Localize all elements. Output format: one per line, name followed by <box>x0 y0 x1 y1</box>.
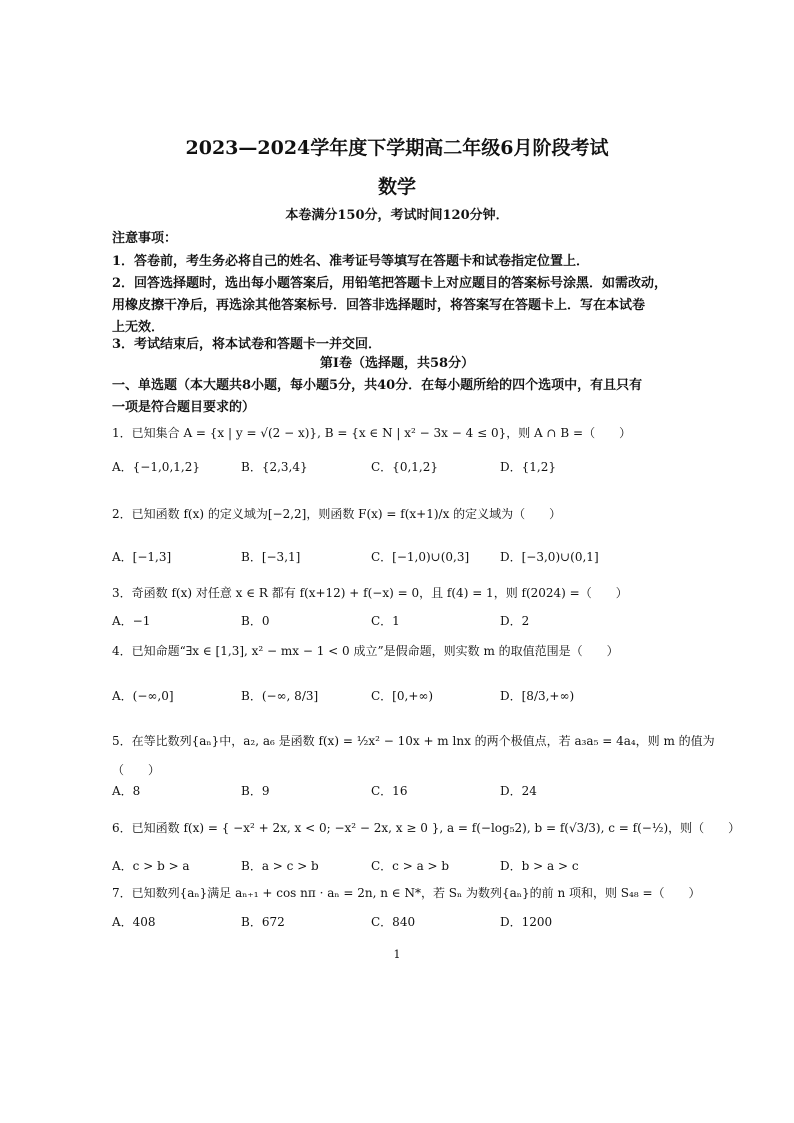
question-6-option-a: A．c > b > a <box>112 859 190 873</box>
question-5-option-d: D．24 <box>500 784 537 798</box>
question-6-stem: 6．已知函数 f(x) = { −x² + 2x, x < 0; −x² − 2x, x ≥ 0 }, a = f(−log₅2), b = f(√3/3), c = f(−½)，则（ ） <box>112 821 741 835</box>
question-4-option-d: D．[8/3,+∞) <box>500 689 575 703</box>
question-4-option-b: B．(−∞, 8/3] <box>241 689 319 703</box>
notes-heading: 注意事项： <box>112 231 178 246</box>
question-3-option-d: D．2 <box>500 614 530 628</box>
note-line-2a: 2．回答选择题时，选出每小题答案后，用铅笔把答题卡上对应题目的答案标号涂黑．如需改动， <box>112 276 668 291</box>
subject-title: 数学 <box>377 176 416 198</box>
question-5-stem-bracket: （ ） <box>112 763 161 777</box>
exam-info: 本卷满分150分，考试时间120分钟． <box>285 208 509 223</box>
question-5-stem: 5．在等比数列{aₙ}中，a₂, a₆ 是函数 f(x) = ½x² − 10x + m lnx 的两个极值点，若 a₃a₅ = 4a₄，则 m 的值为 <box>112 734 715 748</box>
question-4-option-a: A．(−∞,0] <box>112 689 174 703</box>
exam-title: 2023—2024学年度下学期高二年级6月阶段考试 <box>185 137 609 159</box>
question-3-option-b: B．0 <box>241 614 270 628</box>
question-1-option-b: B．{2,3,4} <box>241 460 308 474</box>
question-3-option-c: C．1 <box>371 614 400 628</box>
question-2-option-c: C．[−1,0)∪(0,3] <box>371 550 470 564</box>
question-6-option-c: C．c > a > b <box>371 859 450 873</box>
question-6-option-b: B．a > c > b <box>241 859 319 873</box>
question-5-option-a: A．8 <box>112 784 141 798</box>
question-5-option-b: B．9 <box>241 784 270 798</box>
question-1-option-d: D．{1,2} <box>500 460 556 474</box>
question-7-stem: 7．已知数列{aₙ}满足 aₙ₊₁ + cos nπ · aₙ = 2n, n ∈ N*，若 Sₙ 为数列{aₙ}的前 n 项和，则 S₄₈ =（ ） <box>112 886 701 900</box>
note-line-2b: 用橡皮擦干净后，再选涂其他答案标号．回答非选择题时，将答案写在答题卡上．写在本试卷 <box>112 298 646 313</box>
question-4-stem: 4．已知命题“∃x ∈ [1,3], x² − mx − 1 < 0 成立”是假命题，则实数 m 的取值范围是（ ） <box>112 644 619 658</box>
question-3-option-a: A．−1 <box>112 614 151 628</box>
section-heading-line2: 一项是符合题目要求的） <box>112 400 256 415</box>
question-7-option-a: A．408 <box>112 915 156 929</box>
note-line-1: 1．答卷前，考生务必将自己的姓名、准考证号等填写在答题卡和试卷指定位置上． <box>112 254 590 269</box>
question-4-option-c: C．[0,+∞) <box>371 689 434 703</box>
question-7-option-d: D．1200 <box>500 915 553 929</box>
question-1-option-c: C．{0,1,2} <box>371 460 438 474</box>
question-7-option-b: B．672 <box>241 915 285 929</box>
note-line-2c: 上无效． <box>112 320 165 335</box>
question-1-stem: 1．已知集合 A = {x | y = √(2 − x)}, B = {x ∈ N | x² − 3x − 4 ≤ 0}，则 A ∩ B =（ ） <box>112 426 632 440</box>
question-5-option-c: C．16 <box>371 784 408 798</box>
question-2-stem: 2．已知函数 f(x) 的定义域为[−2,2]，则函数 F(x) = f(x+1)/x 的定义域为（ ） <box>112 507 562 521</box>
question-2-option-a: A．[−1,3] <box>112 550 172 564</box>
question-6-option-d: D．b > a > c <box>500 859 579 873</box>
question-2-option-d: D．[−3,0)∪(0,1] <box>500 550 599 564</box>
question-7-option-c: C．840 <box>371 915 416 929</box>
page-number: 1 <box>393 948 401 961</box>
section-heading-line1: 一、单选题（本大题共8小题，每小题5分，共40分．在每小题所给的四个选项中，有且只有 <box>112 378 643 393</box>
part-heading: 第Ⅰ卷（选择题，共58分） <box>319 356 475 371</box>
question-3-stem: 3．奇函数 f(x) 对任意 x ∈ R 都有 f(x+12) + f(−x) = 0，且 f(4) = 1，则 f(2024) =（ ） <box>112 586 628 600</box>
question-1-option-a: A．{−1,0,1,2} <box>112 460 200 474</box>
question-2-option-b: B．[−3,1] <box>241 550 301 564</box>
note-line-3: 3．考试结束后，将本试卷和答题卡一并交回． <box>112 337 382 352</box>
